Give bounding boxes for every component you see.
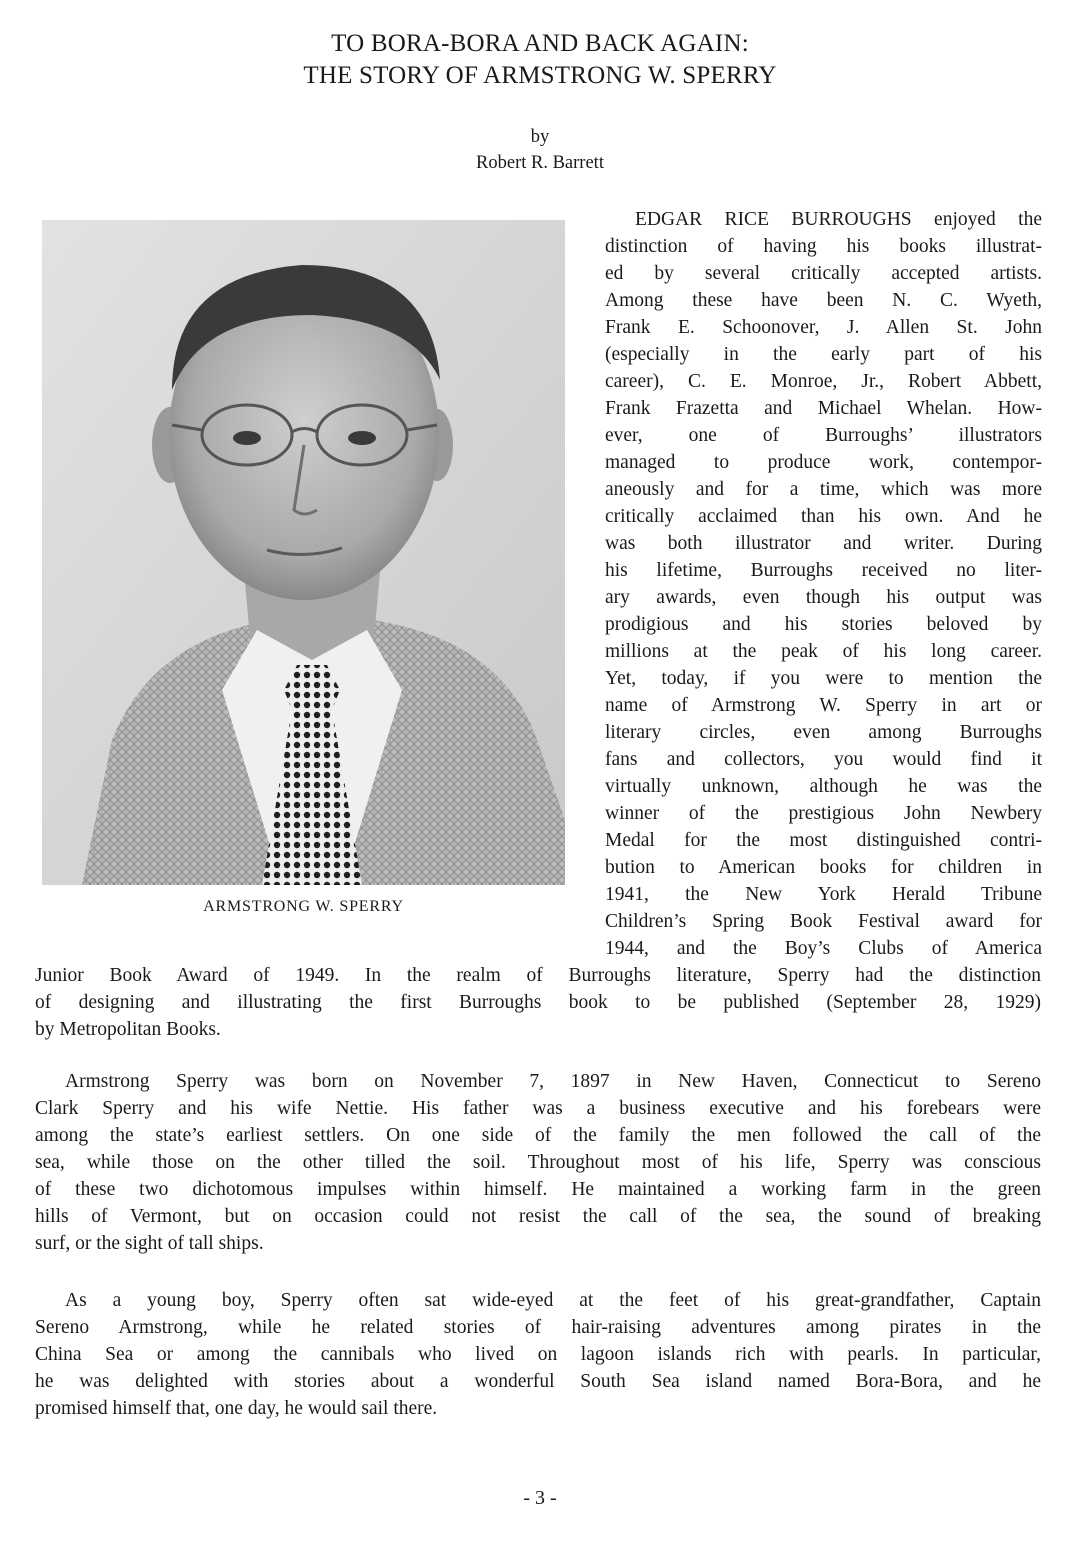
text-line: by Metropolitan Books. — [35, 1019, 221, 1040]
page-number: - 3 - — [523, 1487, 557, 1509]
article-title — [0, 28, 1080, 92]
text-line: virtually unknown, although he was the — [605, 776, 1042, 797]
text-line: (especially in the early part of his — [605, 344, 1042, 365]
text-line: career), C. E. Monroe, Jr., Robert Abbett, — [605, 371, 1042, 392]
text-line: Sereno Armstrong, while he related stories of hair-raising adventures among pirates in the — [35, 1317, 1041, 1338]
text-line: Junior Book Award of 1949. In the realm of Burroughs literature, Sperry had the distinction — [35, 965, 1041, 986]
text-line: 1941, the New York Herald Tribune — [605, 884, 1042, 905]
author-name: Robert R. Barrett — [476, 153, 604, 173]
byline — [0, 124, 1080, 176]
text-line: winner of the prestigious John Newbery — [605, 803, 1042, 824]
text-line: surf, or the sight of tall ships. — [35, 1233, 264, 1254]
text-line: prodigious and his stories beloved by — [605, 614, 1042, 635]
text-line: hills of Vermont, but on occasion could not resist the call of the sea, the sound of breaking — [35, 1206, 1041, 1227]
text-line: ed by several critically accepted artists. — [605, 263, 1042, 284]
text-line: he was delighted with stories about a wonderful South Sea island named Bora-Bora, and he — [35, 1371, 1041, 1392]
text-line: name of Armstrong W. Sperry in art or — [605, 695, 1042, 716]
text-line: China Sea or among the cannibals who lived on lagoon islands rich with pearls. In particular, — [35, 1344, 1041, 1365]
paragraph-1-column — [605, 206, 1042, 962]
text-line: Clark Sperry and his wife Nettie. His father was a business executive and his forebears were — [35, 1098, 1041, 1119]
text-line: Frank E. Schoonover, J. Allen St. John — [605, 317, 1042, 338]
text-line: was both illustrator and writer. During — [605, 533, 1042, 554]
text-line: aneously and for a time, which was more — [605, 479, 1042, 500]
text-line: among the state’s earliest settlers. On one side of the family the men followed the call of the — [35, 1125, 1041, 1146]
title-line-2: THE STORY OF ARMSTRONG W. SPERRY — [303, 62, 777, 89]
text-line: millions at the peak of his long career. — [605, 641, 1042, 662]
text-line: Medal for the most distinguished contri- — [605, 830, 1042, 851]
text-line: 1944, and the Boy’s Clubs of America — [605, 938, 1042, 959]
text-line: promised himself that, one day, he would sail there. — [35, 1398, 438, 1419]
text-line: Among these have been N. C. Wyeth, — [605, 290, 1042, 311]
text-line: Armstrong Sperry was born on November 7, 1897 in New Haven, Connecticut to Sereno — [65, 1071, 1041, 1092]
text-line: ary awards, even though his output was — [605, 587, 1042, 608]
title-line-1: TO BORA-BORA AND BACK AGAIN: — [331, 30, 749, 57]
portrait-photo — [42, 220, 565, 885]
paragraph-1-continuation — [35, 962, 1041, 1043]
by-label: by — [530, 127, 550, 147]
text-line: distinction of having his books illustrat- — [605, 236, 1042, 257]
photo-caption: ARMSTRONG W. SPERRY — [203, 898, 404, 915]
text-line: managed to produce work, contempor- — [605, 452, 1042, 473]
text-line: EDGAR RICE BURROUGHS enjoyed the — [635, 209, 1042, 230]
paragraph-3 — [35, 1287, 1041, 1422]
text-line: fans and collectors, you would find it — [605, 749, 1042, 770]
text-line: Children’s Spring Book Festival award for — [605, 911, 1042, 932]
text-line: ever, one of Burroughs’ illustrators — [605, 425, 1042, 446]
text-line: sea, while those on the other tilled the soil. Throughout most of his life, Sperry was conscious — [35, 1152, 1041, 1173]
text-line: As a young boy, Sperry often sat wide-eyed at the feet of his great-grandfather, Captain — [65, 1290, 1041, 1311]
text-line: his lifetime, Burroughs received no liter- — [605, 560, 1042, 581]
text-line: Yet, today, if you were to mention the — [605, 668, 1042, 689]
paragraph-2 — [35, 1068, 1041, 1257]
text-line: of designing and illustrating the first Burroughs book to be published (September 28, 1929) — [35, 992, 1041, 1013]
text-line: bution to American books for children in — [605, 857, 1042, 878]
text-line: Frank Frazetta and Michael Whelan. How- — [605, 398, 1042, 419]
text-line: literary circles, even among Burroughs — [605, 722, 1042, 743]
text-line: of these two dichotomous impulses within himself. He maintained a working farm in the green — [35, 1179, 1041, 1200]
portrait-illustration — [42, 220, 565, 885]
text-line: critically acclaimed than his own. And he — [605, 506, 1042, 527]
